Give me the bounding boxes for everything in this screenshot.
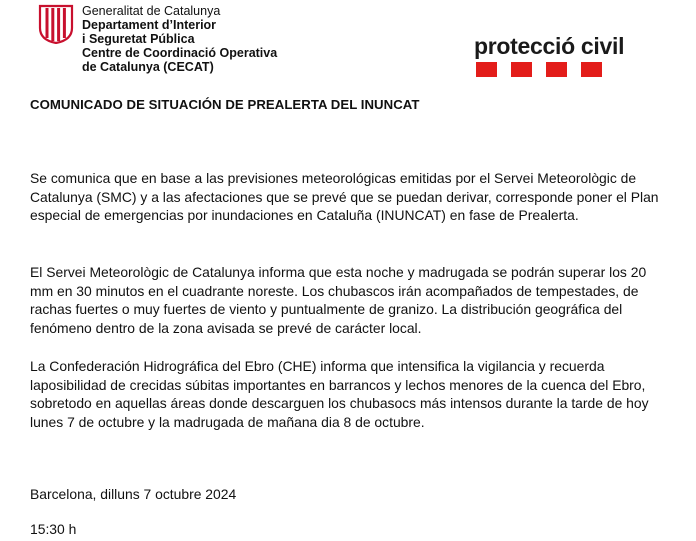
org-line-department: Departament d’Interior [82, 18, 217, 32]
org-line-center-2: de Catalunya (CECAT) [82, 60, 214, 74]
red-square-icon [511, 62, 532, 77]
proteccio-civil-squares [476, 62, 606, 78]
org-line-department-2: i Seguretat Pública [82, 32, 195, 46]
document-header [0, 0, 696, 90]
red-square-icon [476, 62, 497, 77]
document-title: COMUNICADO DE SITUACIÓN DE PREALERTA DEL INUNCAT [30, 97, 420, 112]
paragraph-smc-forecast: El Servei Meteorològic de Catalunya informa que esta noche y madrugada se podrán superar los 20 mm en 30 minutos en el cuadrante noreste. Los chubascos irán acompañados de tempestades, de rachas fuertes o muy fuertes de viento y puntualmente de granizo. La distribución geográfica del fenómeno dentro de la zona avisada se prevé de carácter local. [30, 264, 647, 336]
org-line-generalitat: Generalitat de Catalunya [82, 4, 221, 18]
org-line-center: Centre de Coordinació Operativa [82, 46, 278, 60]
red-square-icon [546, 62, 567, 77]
proteccio-civil-logo [474, 33, 624, 59]
paragraph-intro: Se comunica que en base a las previsiones meteorológicas emitidas por el Servei Meteorològic de Catalunya (SMC) y a las afectaciones que se prevé que se puedan derivar, corresponde poner el Plan especial de emergencias por inundaciones en Cataluña (INUNCAT) en fase de Prealerta. [30, 170, 659, 224]
proteccio-civil-title: protecció civil [474, 33, 625, 59]
place-date: Barcelona, dilluns 7 octubre 2024 [30, 486, 237, 502]
organization-block [82, 4, 277, 74]
paragraph-che-notice: La Confederación Hidrográfica del Ebro (CHE) informa que intensifica la vigilancia y recuerda laposibilidad de crecidas súbitas importantes en barrancos y lechos menores de la cuenca del Ebro, sobretodo en aquellas áreas donde descarguen los chubasocs más intensos durante la tarde de hoy lunes 7 de octubre y la madrugada de mañana dia 8 de octubre. [30, 358, 649, 430]
senyera-shield-icon [38, 4, 74, 44]
issue-time: 15:30 h [30, 521, 77, 537]
red-square-icon [581, 62, 602, 77]
